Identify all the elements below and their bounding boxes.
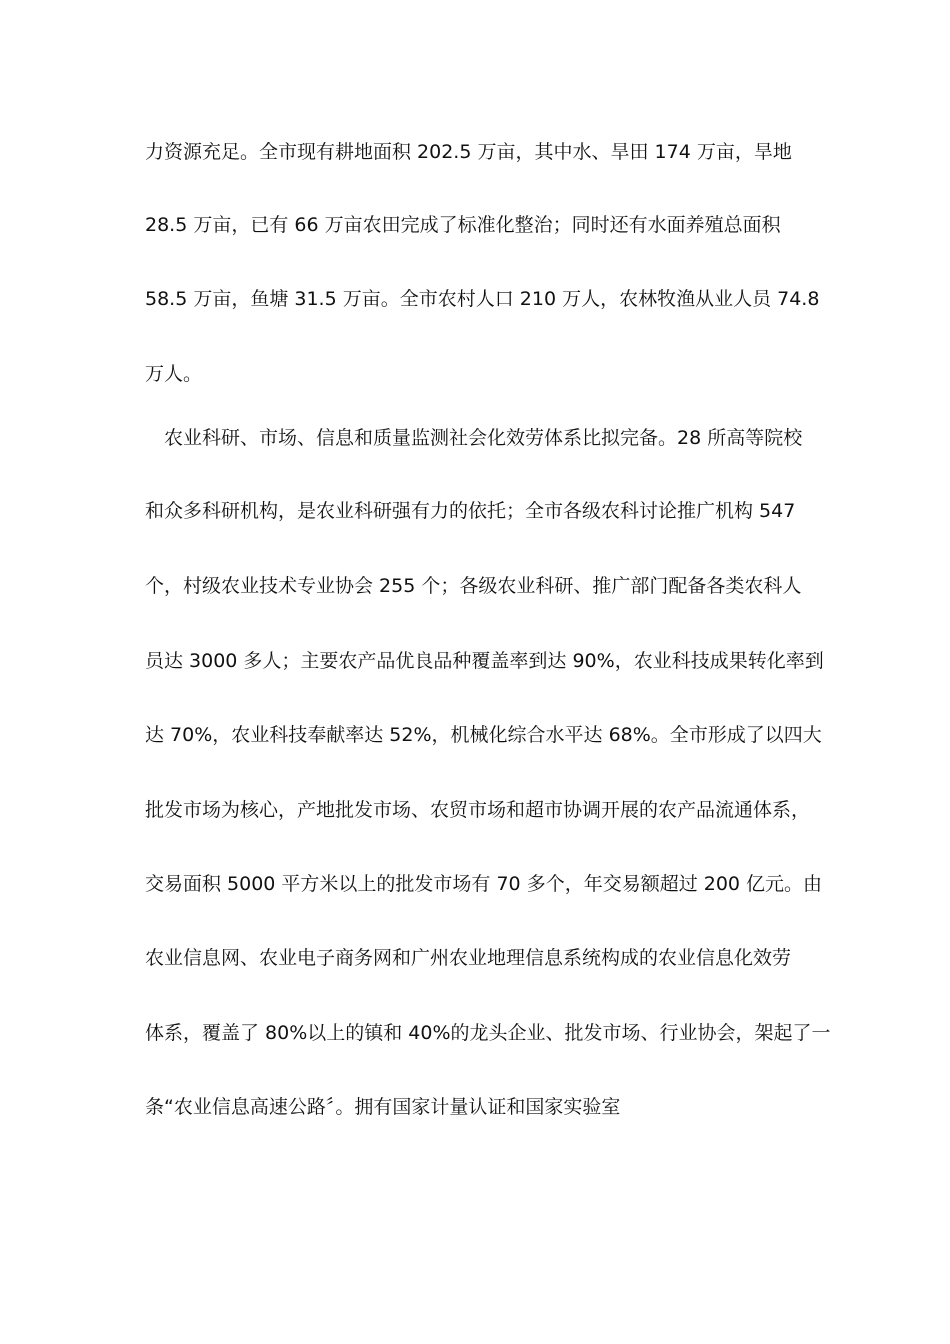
text-line: 达 70%，农业科技奉献率达 52%，机械化综合水平达 68%。全市形成了以四大 — [145, 724, 822, 746]
text-line: 员达 3000 多人；主要农产品优良品种覆盖率到达 90%，农业科技成果转化率到 — [145, 650, 824, 672]
text-line: 交易面积 5000 平方米以上的批发市场有 70 多个，年交易额超过 200 亿元。由 — [145, 873, 823, 895]
text-line: 万人。 — [145, 363, 203, 385]
text-line: 28.5 万亩，已有 66 万亩农田完成了标准化整治；同时还有水面养殖总面积 — [145, 214, 781, 236]
text-line: 条“农业信息高速公路〞。拥有国家计量认证和国家实验室 — [145, 1096, 621, 1118]
text-line: 体系，覆盖了 80%以上的镇和 40%的龙头企业、批发市场、行业协会，架起了一 — [145, 1022, 831, 1044]
text-line: 力资源充足。全市现有耕地面积 202.5 万亩，其中水、旱田 174 万亩，旱地 — [145, 141, 792, 163]
text-line: 农业信息网、农业电子商务网和广州农业地理信息系统构成的农业信息化效劳 — [145, 947, 792, 969]
text-line: 58.5 万亩，鱼塘 31.5 万亩。全市农村人口 210 万人，农林牧渔从业人员 74.8 — [145, 288, 820, 310]
text-line: 批发市场为核心，产地批发市场、农贸市场和超市协调开展的农产品流通体系， — [145, 799, 811, 821]
text-line: 农业科研、市场、信息和质量监测社会化效劳体系比拟完备。28 所高等院校 — [164, 427, 803, 449]
text-line: 和众多科研机构，是农业科研强有力的依托；全市各级农科讨论推广机构 547 — [145, 500, 796, 522]
text-line: 个，村级农业技术专业协会 255 个；各级农业科研、推广部门配备各类农科人 — [145, 575, 802, 597]
